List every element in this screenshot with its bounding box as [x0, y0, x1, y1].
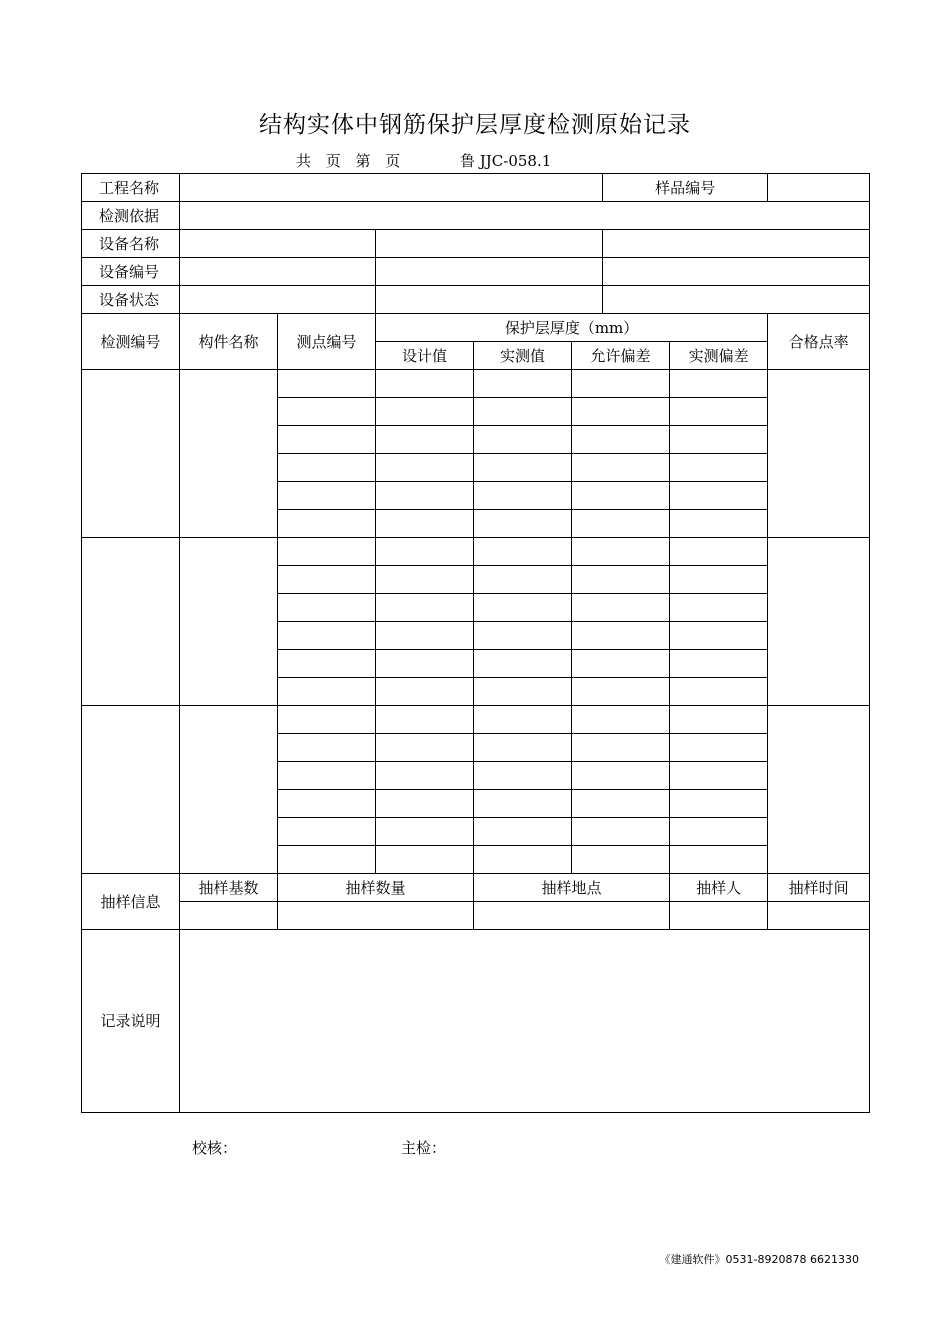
basis-label: 检测依据	[82, 202, 180, 230]
allowed-deviation-cell[interactable]	[572, 370, 670, 398]
design-value-cell[interactable]	[376, 370, 474, 398]
point-no-cell[interactable]	[278, 622, 376, 650]
project-name-label: 工程名称	[82, 174, 180, 202]
point-no-cell[interactable]	[278, 594, 376, 622]
point-no-cell[interactable]	[278, 398, 376, 426]
detect-no-cell[interactable]	[82, 538, 180, 706]
measured-deviation-cell[interactable]	[670, 454, 768, 482]
table-row	[82, 538, 870, 566]
measured-value-cell[interactable]	[474, 398, 572, 426]
equipment-status-field-1[interactable]	[180, 286, 376, 314]
measured-value-cell[interactable]	[474, 846, 572, 874]
point-no-cell[interactable]	[278, 678, 376, 706]
detect-no-header: 检测编号	[82, 314, 180, 370]
measured-deviation-cell[interactable]	[670, 790, 768, 818]
design-value-cell[interactable]	[376, 426, 474, 454]
equipment-status-field-2[interactable]	[376, 286, 603, 314]
measured-value-cell[interactable]	[474, 566, 572, 594]
inspector-signature-label: 主检：	[401, 1139, 447, 1157]
allowed-deviation-cell[interactable]	[572, 426, 670, 454]
allowed-deviation-cell[interactable]	[572, 622, 670, 650]
sampler-header: 抽样人	[670, 874, 768, 902]
measured-deviation-cell[interactable]	[670, 538, 768, 566]
measured-deviation-cell[interactable]	[670, 594, 768, 622]
pass-rate-cell[interactable]	[768, 370, 870, 538]
page-title: 结构实体中钢筋保护层厚度检测原始记录	[259, 112, 691, 138]
vendor-info: 《建通软件》0531-8920878 6621330	[659, 1253, 859, 1266]
design-value-cell[interactable]	[376, 650, 474, 678]
measured-value-cell[interactable]	[474, 538, 572, 566]
measured-deviation-cell[interactable]	[670, 398, 768, 426]
design-value-cell[interactable]	[376, 706, 474, 734]
point-no-cell[interactable]	[278, 734, 376, 762]
design-value-cell[interactable]	[376, 818, 474, 846]
design-value-cell[interactable]	[376, 398, 474, 426]
basis-field[interactable]	[180, 202, 870, 230]
measured-value-header: 实测值	[474, 342, 572, 370]
point-no-cell[interactable]	[278, 706, 376, 734]
measured-deviation-cell[interactable]	[670, 734, 768, 762]
pass-rate-cell[interactable]	[768, 538, 870, 706]
sampling-quantity-field[interactable]	[278, 902, 474, 930]
measured-deviation-cell[interactable]	[670, 706, 768, 734]
project-name-field[interactable]	[180, 174, 603, 202]
equipment-name-field-1[interactable]	[180, 230, 376, 258]
measured-value-cell[interactable]	[474, 650, 572, 678]
design-value-cell[interactable]	[376, 538, 474, 566]
point-no-cell[interactable]	[278, 790, 376, 818]
equipment-name-field-3[interactable]	[603, 230, 870, 258]
sampling-quantity-header: 抽样数量	[278, 874, 474, 902]
measured-value-cell[interactable]	[474, 482, 572, 510]
measured-value-cell[interactable]	[474, 454, 572, 482]
point-no-cell[interactable]	[278, 566, 376, 594]
point-no-cell[interactable]	[278, 538, 376, 566]
allowed-deviation-cell[interactable]	[572, 678, 670, 706]
measured-deviation-cell[interactable]	[670, 566, 768, 594]
design-value-cell[interactable]	[376, 594, 474, 622]
sampling-time-field[interactable]	[768, 902, 870, 930]
allowed-deviation-cell[interactable]	[572, 398, 670, 426]
design-value-cell[interactable]	[376, 566, 474, 594]
measured-value-cell[interactable]	[474, 370, 572, 398]
measured-deviation-cell[interactable]	[670, 426, 768, 454]
measured-deviation-cell[interactable]	[670, 622, 768, 650]
measured-deviation-cell[interactable]	[670, 650, 768, 678]
notes-field[interactable]	[180, 930, 870, 1113]
page-count-line: 共 页 第 页	[296, 152, 404, 170]
sample-no-field[interactable]	[768, 174, 870, 202]
sampling-base-header: 抽样基数	[180, 874, 278, 902]
point-no-header: 测点编号	[278, 314, 376, 370]
measured-value-cell[interactable]	[474, 594, 572, 622]
equipment-no-field-3[interactable]	[603, 258, 870, 286]
equipment-status-label: 设备状态	[82, 286, 180, 314]
design-value-header: 设计值	[376, 342, 474, 370]
allowed-deviation-cell[interactable]	[572, 650, 670, 678]
pass-rate-cell[interactable]	[768, 706, 870, 874]
equipment-name-field-2[interactable]	[376, 230, 603, 258]
sampling-label: 抽样信息	[82, 874, 180, 930]
measured-deviation-cell[interactable]	[670, 370, 768, 398]
measured-deviation-cell[interactable]	[670, 510, 768, 538]
cover-thickness-header: 保护层厚度（mm）	[376, 314, 768, 342]
design-value-cell[interactable]	[376, 510, 474, 538]
design-value-cell[interactable]	[376, 790, 474, 818]
allowed-deviation-cell[interactable]	[572, 482, 670, 510]
measured-value-cell[interactable]	[474, 426, 572, 454]
point-no-cell[interactable]	[278, 510, 376, 538]
measured-deviation-cell[interactable]	[670, 818, 768, 846]
measured-deviation-cell[interactable]	[670, 678, 768, 706]
measured-deviation-header: 实测偏差	[670, 342, 768, 370]
allowed-deviation-cell[interactable]	[572, 734, 670, 762]
measured-value-cell[interactable]	[474, 622, 572, 650]
point-no-cell[interactable]	[278, 482, 376, 510]
record-table	[81, 173, 870, 1113]
point-no-cell[interactable]	[278, 426, 376, 454]
design-value-cell[interactable]	[376, 622, 474, 650]
design-value-cell[interactable]	[376, 734, 474, 762]
allowed-deviation-cell[interactable]	[572, 510, 670, 538]
equipment-no-field-2[interactable]	[376, 258, 603, 286]
member-name-header: 构件名称	[180, 314, 278, 370]
point-no-cell[interactable]	[278, 454, 376, 482]
sampling-base-field[interactable]	[180, 902, 278, 930]
point-no-cell[interactable]	[278, 762, 376, 790]
design-value-cell[interactable]	[376, 482, 474, 510]
measured-value-cell[interactable]	[474, 510, 572, 538]
allowed-deviation-cell[interactable]	[572, 538, 670, 566]
measured-value-cell[interactable]	[474, 734, 572, 762]
form-code: 鲁 JJC-058.1	[460, 152, 552, 170]
allowed-deviation-header: 允许偏差	[572, 342, 670, 370]
measured-value-cell[interactable]	[474, 706, 572, 734]
allowed-deviation-cell[interactable]	[572, 762, 670, 790]
point-no-cell[interactable]	[278, 818, 376, 846]
member-name-cell[interactable]	[180, 538, 278, 706]
allowed-deviation-cell[interactable]	[572, 706, 670, 734]
notes-label: 记录说明	[82, 930, 180, 1113]
sample-no-label: 样品编号	[603, 174, 768, 202]
allowed-deviation-cell[interactable]	[572, 846, 670, 874]
allowed-deviation-cell[interactable]	[572, 566, 670, 594]
equipment-no-label: 设备编号	[82, 258, 180, 286]
member-name-cell[interactable]	[180, 370, 278, 538]
measured-deviation-cell[interactable]	[670, 846, 768, 874]
design-value-cell[interactable]	[376, 454, 474, 482]
measured-value-cell[interactable]	[474, 818, 572, 846]
allowed-deviation-cell[interactable]	[572, 818, 670, 846]
sampling-location-header: 抽样地点	[474, 874, 670, 902]
measured-value-cell[interactable]	[474, 678, 572, 706]
point-no-cell[interactable]	[278, 370, 376, 398]
allowed-deviation-cell[interactable]	[572, 594, 670, 622]
table-row	[82, 370, 870, 398]
detect-no-cell[interactable]	[82, 706, 180, 874]
allowed-deviation-cell[interactable]	[572, 790, 670, 818]
measured-value-cell[interactable]	[474, 790, 572, 818]
sampling-location-field[interactable]	[474, 902, 670, 930]
equipment-status-field-3[interactable]	[603, 286, 870, 314]
equipment-name-label: 设备名称	[82, 230, 180, 258]
pass-rate-header: 合格点率	[768, 314, 870, 370]
design-value-cell[interactable]	[376, 762, 474, 790]
point-no-cell[interactable]	[278, 650, 376, 678]
design-value-cell[interactable]	[376, 678, 474, 706]
point-no-cell[interactable]	[278, 846, 376, 874]
sampling-time-header: 抽样时间	[768, 874, 870, 902]
equipment-no-field-1[interactable]	[180, 258, 376, 286]
table-row	[82, 706, 870, 734]
measured-value-cell[interactable]	[474, 762, 572, 790]
measured-deviation-cell[interactable]	[670, 482, 768, 510]
sampler-field[interactable]	[670, 902, 768, 930]
allowed-deviation-cell[interactable]	[572, 454, 670, 482]
detect-no-cell[interactable]	[82, 370, 180, 538]
measured-deviation-cell[interactable]	[670, 762, 768, 790]
check-signature-label: 校核：	[192, 1139, 238, 1157]
design-value-cell[interactable]	[376, 846, 474, 874]
member-name-cell[interactable]	[180, 706, 278, 874]
